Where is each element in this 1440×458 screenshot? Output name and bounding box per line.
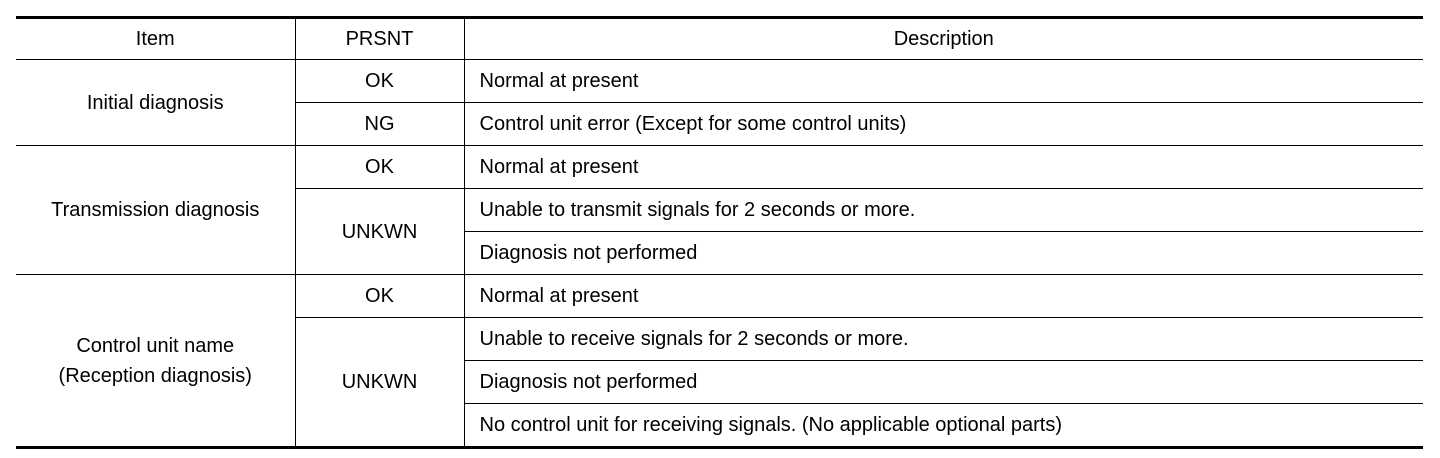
description-cell: Unable to transmit signals for 2 seconds or more.	[464, 189, 1423, 232]
description-cell: Control unit error (Except for some control units)	[464, 103, 1423, 146]
header-description: Description	[464, 18, 1423, 60]
prsnt-cell: UNKWN	[295, 318, 464, 448]
description-cell: Normal at present	[464, 60, 1423, 103]
item-cell	[16, 275, 295, 448]
header-item: Item	[16, 18, 295, 60]
table-row	[16, 275, 1423, 318]
diagnosis-table	[16, 16, 1423, 449]
prsnt-cell: OK	[295, 146, 464, 189]
prsnt-cell: OK	[295, 60, 464, 103]
description-cell: No control unit for receiving signals. (No applicable optional parts)	[464, 404, 1423, 448]
description-cell: Normal at present	[464, 275, 1423, 318]
prsnt-cell: OK	[295, 275, 464, 318]
item-label: Initial diagnosis	[86, 91, 224, 114]
description-cell: Unable to receive signals for 2 seconds or more.	[464, 318, 1423, 361]
item-label: Transmission diagnosis	[51, 199, 260, 221]
table-row	[16, 60, 1423, 103]
description-cell: Diagnosis not performed	[464, 361, 1423, 404]
item-label: Control unit name	[76, 334, 235, 357]
header-prsnt: PRSNT	[295, 18, 464, 60]
header-row	[16, 18, 1423, 60]
item-label-sub: (Reception diagnosis)	[58, 364, 252, 387]
description-cell: Normal at present	[464, 146, 1423, 189]
prsnt-cell: UNKWN	[295, 189, 464, 275]
prsnt-cell: NG	[295, 103, 464, 146]
item-cell	[16, 60, 295, 146]
description-cell: Diagnosis not performed	[464, 232, 1423, 275]
table-row	[16, 146, 1423, 189]
item-cell	[16, 146, 295, 275]
